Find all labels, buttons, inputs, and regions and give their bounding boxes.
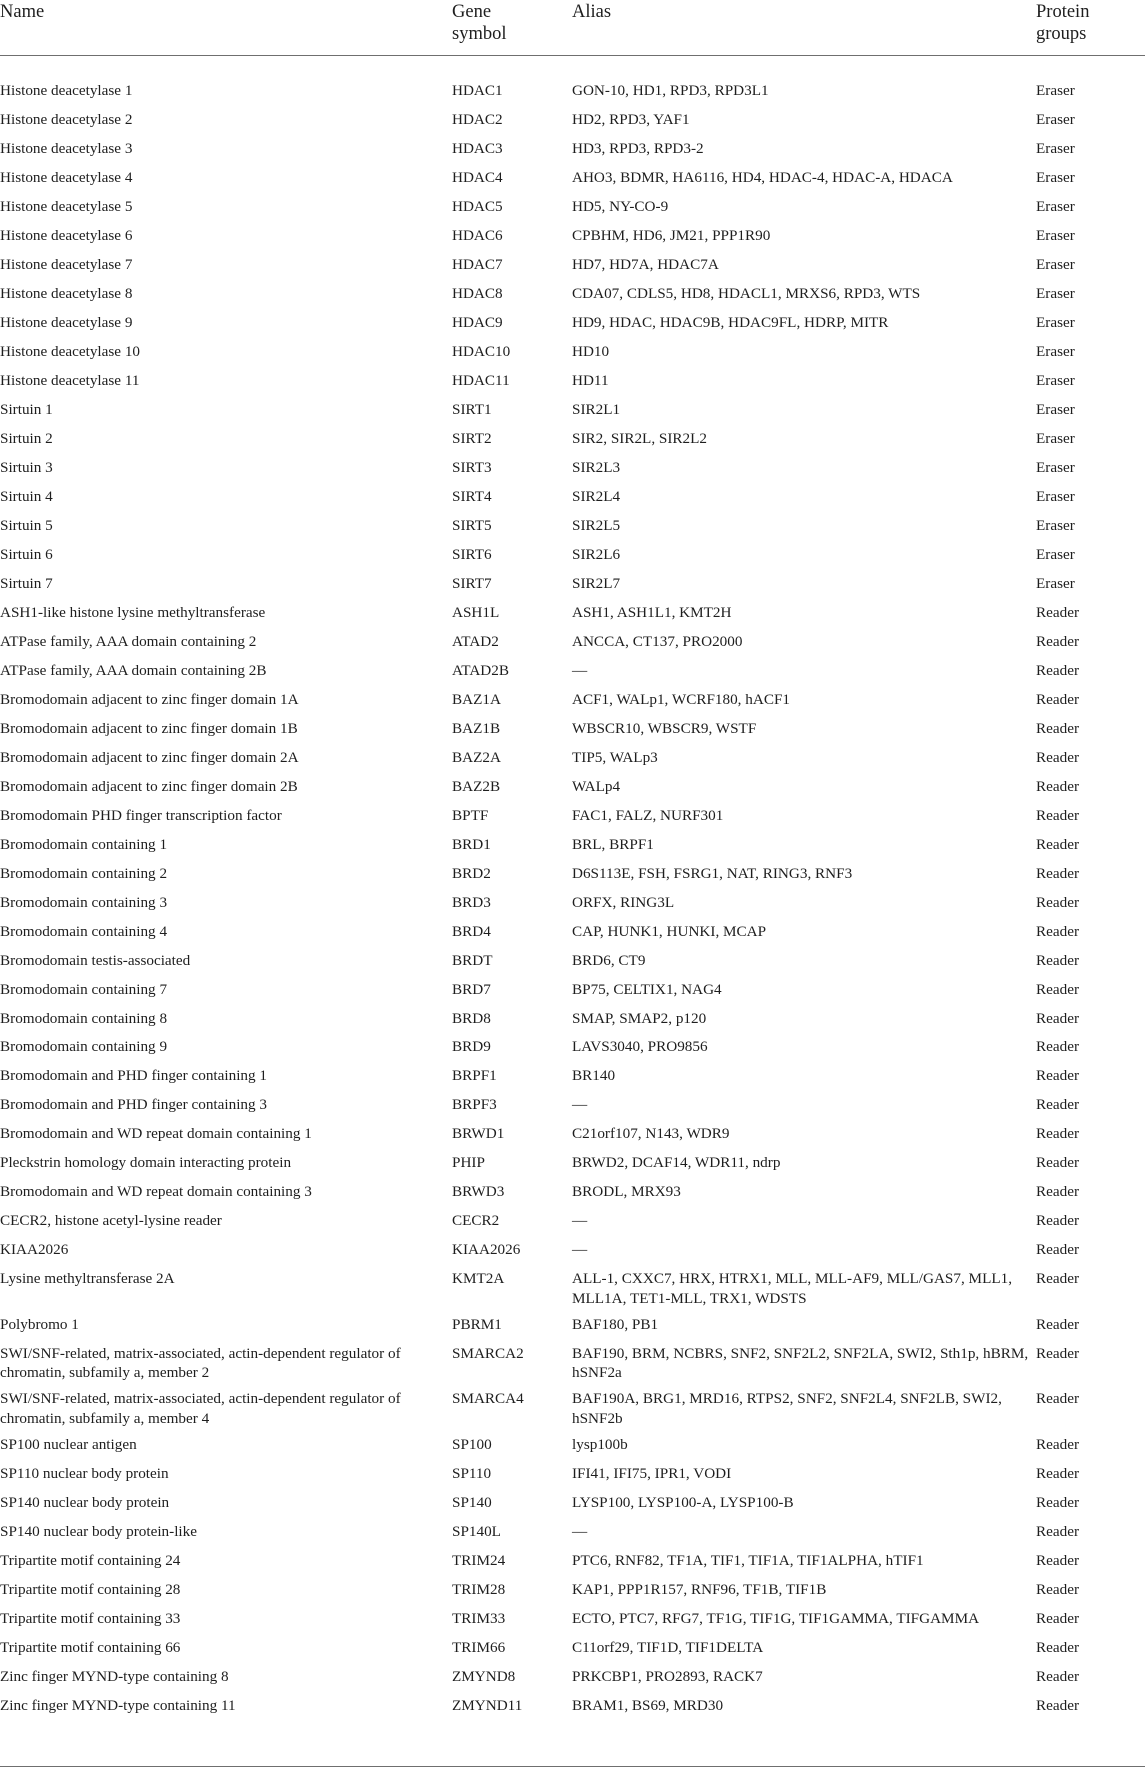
cell-name: SP100 nuclear antigen xyxy=(0,1435,137,1453)
cell-alias: SIR2, SIR2L, SIR2L2 xyxy=(572,429,708,447)
cell-name: Tripartite motif containing 66 xyxy=(0,1638,181,1656)
cell-protein-group: Eraser xyxy=(1036,429,1075,447)
cell-protein-group: Reader xyxy=(1036,951,1080,969)
cell-alias: C21orf107, N143, WDR9 xyxy=(572,1125,730,1143)
cell-name: Bromodomain containing 8 xyxy=(0,1009,168,1027)
cell-alias: ALL-1, CXXC7, HRX, HTRX1, MLL, MLL-AF9, MLL/GAS7, MLL1, MLL1A, TET1-MLL, TRX1, WDSTS xyxy=(572,1270,1013,1307)
header-gene-symbol-line2: symbol xyxy=(452,24,507,44)
cell-gene-symbol: KIAA2026 xyxy=(452,1241,521,1259)
cell-gene-symbol: SIRT6 xyxy=(452,545,492,563)
cell-protein-group: Reader xyxy=(1036,1609,1080,1627)
cell-protein-group: Reader xyxy=(1036,690,1080,708)
table-row xyxy=(0,1235,1145,1264)
cell-gene-symbol: ZMYND8 xyxy=(452,1667,516,1685)
cell-name: Histone deacetylase 1 xyxy=(0,82,133,99)
cell-gene-symbol: SIRT3 xyxy=(452,458,492,476)
cell-alias: — xyxy=(572,1522,588,1540)
cell-alias: SIR2L4 xyxy=(572,487,621,505)
cell-alias: lysp100b xyxy=(572,1435,628,1453)
cell-name: Lysine methyltransferase 2A xyxy=(0,1270,175,1288)
cell-alias: SIR2L6 xyxy=(572,545,621,563)
table-row xyxy=(0,974,1145,1003)
cell-gene-symbol: BAZ1A xyxy=(452,690,501,708)
cell-alias: ANCCA, CT137, PRO2000 xyxy=(572,632,743,650)
table-row xyxy=(0,1003,1145,1032)
cell-name: Bromodomain adjacent to zinc finger domain 1A xyxy=(0,690,299,708)
cell-protein-group: Reader xyxy=(1036,1154,1080,1172)
cell-protein-group: Reader xyxy=(1036,1390,1080,1408)
cell-name: Sirtuin 5 xyxy=(0,516,53,534)
cell-alias: HD5, NY-CO-9 xyxy=(572,197,669,215)
table-row xyxy=(0,1459,1145,1488)
table-row xyxy=(0,1061,1145,1090)
table-row xyxy=(0,1310,1145,1339)
table-row xyxy=(0,569,1145,598)
cell-alias: ECTO, PTC7, RFG7, TF1G, TIF1G, TIF1GAMMA, TIFGAMMA xyxy=(572,1609,980,1627)
cell-name: Bromodomain containing 3 xyxy=(0,893,168,911)
header-gene-symbol-line1: Gene xyxy=(452,2,492,22)
table-row xyxy=(0,308,1145,337)
cell-gene-symbol: TRIM28 xyxy=(452,1580,506,1598)
cell-name: ATPase family, AAA domain containing 2B xyxy=(0,661,267,679)
cell-protein-group: Reader xyxy=(1036,1315,1080,1333)
cell-name: Bromodomain containing 1 xyxy=(0,835,168,853)
cell-protein-group: Eraser xyxy=(1036,371,1075,389)
table-row xyxy=(0,163,1145,192)
cell-name: Sirtuin 1 xyxy=(0,400,53,418)
cell-alias: HD7, HD7A, HDAC7A xyxy=(572,255,719,273)
table-row xyxy=(0,366,1145,395)
cell-name: Sirtuin 3 xyxy=(0,458,53,476)
cell-protein-group: Eraser xyxy=(1036,255,1075,273)
cell-protein-group: Reader xyxy=(1036,1580,1080,1598)
cell-alias: SIR2L3 xyxy=(572,458,621,476)
cell-name: Bromodomain and WD repeat domain containing 1 xyxy=(0,1125,312,1143)
table-row xyxy=(0,424,1145,453)
cell-gene-symbol: BRD8 xyxy=(452,1009,491,1027)
cell-protein-group: Reader xyxy=(1036,1667,1080,1685)
table-row xyxy=(0,192,1145,221)
cell-gene-symbol: HDAC11 xyxy=(452,371,510,389)
cell-protein-group: Eraser xyxy=(1036,197,1075,215)
cell-gene-symbol: BRPF1 xyxy=(452,1067,497,1085)
header-name xyxy=(0,0,452,56)
table-row xyxy=(0,887,1145,916)
cell-alias: KAP1, PPP1R157, RNF96, TF1B, TIF1B xyxy=(572,1580,827,1598)
cell-protein-group: Reader xyxy=(1036,1067,1080,1085)
cell-alias: PRKCBP1, PRO2893, RACK7 xyxy=(572,1667,763,1685)
cell-alias: SIR2L5 xyxy=(572,516,621,534)
cell-alias: PTC6, RNF82, TF1A, TIF1, TIF1A, TIF1ALPHA, hTIF1 xyxy=(572,1551,924,1569)
cell-gene-symbol: BRDT xyxy=(452,951,493,969)
header-protein-groups-line1: Protein xyxy=(1036,2,1090,22)
cell-name: SP140 nuclear body protein xyxy=(0,1493,170,1511)
cell-name: CECR2, histone acetyl-lysine reader xyxy=(0,1212,222,1230)
cell-gene-symbol: BRD4 xyxy=(452,922,491,940)
cell-gene-symbol: SP100 xyxy=(452,1435,492,1453)
table-row xyxy=(0,1661,1145,1690)
cell-gene-symbol: ATAD2 xyxy=(452,632,499,650)
cell-protein-group: Reader xyxy=(1036,806,1080,824)
cell-alias: LAVS3040, PRO9856 xyxy=(572,1038,708,1056)
cell-protein-group: Reader xyxy=(1036,777,1080,795)
cell-gene-symbol: HDAC3 xyxy=(452,139,503,157)
cell-alias: IFI41, IFI75, IPR1, VODI xyxy=(572,1464,732,1482)
cell-gene-symbol: BAZ1B xyxy=(452,719,501,737)
cell-gene-symbol: HDAC4 xyxy=(452,168,503,186)
cell-alias: BAF190A, BRG1, MRD16, RTPS2, SNF2, SNF2L4, SNF2LB, SWI2, hSNF2b xyxy=(572,1390,1002,1427)
cell-protein-group: Reader xyxy=(1036,1435,1080,1453)
cell-gene-symbol: HDAC10 xyxy=(452,342,511,360)
cell-protein-group: Eraser xyxy=(1036,284,1075,302)
cell-alias: SIR2L7 xyxy=(572,574,621,592)
cell-name: Zinc finger MYND-type containing 8 xyxy=(0,1667,229,1685)
cell-gene-symbol: SMARCA4 xyxy=(452,1390,524,1408)
cell-alias: HD3, RPD3, RPD3-2 xyxy=(572,139,704,157)
cell-gene-symbol: TRIM24 xyxy=(452,1551,506,1569)
cell-protein-group: Eraser xyxy=(1036,487,1075,505)
cell-alias: GON-10, HD1, RPD3, RPD3L1 xyxy=(572,82,769,99)
cell-alias: SIR2L1 xyxy=(572,400,621,418)
cell-alias: LYSP100, LYSP100-A, LYSP100-B xyxy=(572,1493,794,1511)
table-row xyxy=(0,800,1145,829)
cell-protein-group: Reader xyxy=(1036,1551,1080,1569)
cell-protein-group: Eraser xyxy=(1036,313,1075,331)
cell-gene-symbol: PHIP xyxy=(452,1154,485,1172)
cell-name: SP110 nuclear body protein xyxy=(0,1464,169,1482)
cell-gene-symbol: HDAC5 xyxy=(452,197,503,215)
cell-gene-symbol: SIRT7 xyxy=(452,574,492,592)
table-row xyxy=(0,1517,1145,1546)
table-row xyxy=(0,1690,1145,1719)
cell-protein-group: Reader xyxy=(1036,719,1080,737)
cell-name: Bromodomain containing 7 xyxy=(0,980,168,998)
table-row xyxy=(0,1090,1145,1119)
cell-alias: C11orf29, TIF1D, TIF1DELTA xyxy=(572,1638,764,1656)
cell-gene-symbol: PBRM1 xyxy=(452,1315,502,1333)
cell-name: Tripartite motif containing 24 xyxy=(0,1551,181,1569)
table-row xyxy=(0,1148,1145,1177)
cell-protein-group: Reader xyxy=(1036,1038,1080,1056)
cell-name: Pleckstrin homology domain interacting protein xyxy=(0,1154,292,1172)
table-row xyxy=(0,105,1145,134)
bottom-rule xyxy=(0,1766,1145,1767)
cell-protein-group: Reader xyxy=(1036,1125,1080,1143)
table-row xyxy=(0,221,1145,250)
cell-protein-group: Eraser xyxy=(1036,110,1075,128)
cell-protein-group: Reader xyxy=(1036,980,1080,998)
cell-alias: WBSCR10, WBSCR9, WSTF xyxy=(572,719,757,737)
cell-name: KIAA2026 xyxy=(0,1241,69,1259)
cell-alias: BRAM1, BS69, MRD30 xyxy=(572,1696,724,1714)
cell-name: Zinc finger MYND-type containing 11 xyxy=(0,1696,236,1714)
cell-gene-symbol: SP140L xyxy=(452,1522,501,1540)
cell-name: SP140 nuclear body protein-like xyxy=(0,1522,197,1540)
cell-alias: — xyxy=(572,1241,588,1259)
cell-gene-symbol: BRPF3 xyxy=(452,1096,497,1114)
header-name-text: Name xyxy=(0,2,45,22)
cell-gene-symbol: CECR2 xyxy=(452,1212,500,1230)
cell-name: Bromodomain and PHD finger containing 1 xyxy=(0,1067,268,1085)
cell-alias: — xyxy=(572,661,588,679)
cell-gene-symbol: BRD9 xyxy=(452,1038,491,1056)
cell-gene-symbol: HDAC7 xyxy=(452,255,503,273)
cell-name: Histone deacetylase 9 xyxy=(0,313,133,331)
table-row xyxy=(0,395,1145,424)
table-row xyxy=(0,337,1145,366)
table-row xyxy=(0,279,1145,308)
cell-gene-symbol: BRD7 xyxy=(452,980,491,998)
cell-name: Bromodomain adjacent to zinc finger domain 1B xyxy=(0,719,298,737)
cell-gene-symbol: SP110 xyxy=(452,1464,492,1482)
table-row xyxy=(0,1546,1145,1575)
table-row xyxy=(0,858,1145,887)
cell-name: Histone deacetylase 8 xyxy=(0,284,133,302)
cell-alias: HD2, RPD3, YAF1 xyxy=(572,110,690,128)
cell-gene-symbol: BAZ2B xyxy=(452,777,501,795)
cell-alias: AHO3, BDMR, HA6116, HD4, HDAC-4, HDAC-A, HDACA xyxy=(572,168,953,186)
cell-name: Bromodomain containing 9 xyxy=(0,1038,168,1056)
cell-protein-group: Reader xyxy=(1036,922,1080,940)
cell-alias: BRODL, MRX93 xyxy=(572,1183,681,1201)
cell-alias: HD9, HDAC, HDAC9B, HDAC9FL, HDRP, MITR xyxy=(572,313,889,331)
table-row xyxy=(0,1264,1145,1309)
table-row xyxy=(0,829,1145,858)
cell-name: Tripartite motif containing 33 xyxy=(0,1609,181,1627)
cell-protein-group: Eraser xyxy=(1036,516,1075,534)
header-row xyxy=(0,0,1145,56)
cell-name: Polybromo 1 xyxy=(0,1315,79,1333)
cell-name: Histone deacetylase 6 xyxy=(0,226,133,244)
cell-gene-symbol: BRD1 xyxy=(452,835,491,853)
cell-gene-symbol: HDAC9 xyxy=(452,313,503,331)
cell-alias: BP75, CELTIX1, NAG4 xyxy=(572,980,722,998)
table-row xyxy=(0,1032,1145,1061)
cell-alias: BRD6, CT9 xyxy=(572,951,646,969)
cell-name: SWI/SNF-related, matrix-associated, actin-dependent regulator of chromatin, subfamily a, member 4 xyxy=(0,1390,401,1427)
cell-alias: — xyxy=(572,1096,588,1114)
cell-protein-group: Eraser xyxy=(1036,139,1075,157)
cell-protein-group: Eraser xyxy=(1036,545,1075,563)
table-row xyxy=(0,598,1145,627)
cell-alias: ACF1, WALp1, WCRF180, hACF1 xyxy=(572,690,791,708)
cell-alias: D6S113E, FSH, FSRG1, NAT, RING3, RNF3 xyxy=(572,864,853,882)
cell-protein-group: Reader xyxy=(1036,1241,1080,1259)
cell-alias: WALp4 xyxy=(572,777,621,795)
table-row xyxy=(0,540,1145,569)
table-row xyxy=(0,713,1145,742)
cell-name: Histone deacetylase 4 xyxy=(0,168,133,186)
cell-protein-group: Reader xyxy=(1036,1696,1080,1714)
cell-name: ATPase family, AAA domain containing 2 xyxy=(0,632,257,650)
cell-alias: — xyxy=(572,1212,588,1230)
table-row xyxy=(0,627,1145,656)
cell-name: Bromodomain and WD repeat domain containing 3 xyxy=(0,1183,312,1201)
cell-name: Histone deacetylase 7 xyxy=(0,255,133,273)
table-row xyxy=(0,1633,1145,1662)
cell-alias: HD11 xyxy=(572,371,609,389)
cell-alias: SMAP, SMAP2, p120 xyxy=(572,1009,707,1027)
cell-protein-group: Reader xyxy=(1036,893,1080,911)
cell-gene-symbol: SIRT4 xyxy=(452,487,492,505)
cell-protein-group: Eraser xyxy=(1036,168,1075,186)
cell-alias: BRL, BRPF1 xyxy=(572,835,654,853)
cell-protein-group: Reader xyxy=(1036,1009,1080,1027)
table-row xyxy=(0,1206,1145,1235)
cell-alias: TIP5, WALp3 xyxy=(572,748,658,766)
cell-alias: CPBHM, HD6, JM21, PPP1R90 xyxy=(572,226,771,244)
cell-gene-symbol: ASH1L xyxy=(452,603,500,621)
table-row xyxy=(0,511,1145,540)
cell-protein-group: Reader xyxy=(1036,1344,1080,1362)
cell-gene-symbol: TRIM66 xyxy=(452,1638,506,1656)
table-row xyxy=(0,1604,1145,1633)
cell-name: Bromodomain adjacent to zinc finger domain 2A xyxy=(0,748,299,766)
cell-alias: CAP, HUNK1, HUNKI, MCAP xyxy=(572,922,767,940)
cell-gene-symbol: SMARCA2 xyxy=(452,1344,524,1362)
cell-protein-group: Reader xyxy=(1036,864,1080,882)
cell-gene-symbol: TRIM33 xyxy=(452,1609,506,1627)
table-row xyxy=(0,1384,1145,1429)
header-protein-groups xyxy=(1036,0,1145,56)
header-alias-text: Alias xyxy=(572,2,612,22)
cell-protein-group: Reader xyxy=(1036,1493,1080,1511)
cell-gene-symbol: HDAC6 xyxy=(452,226,503,244)
cell-protein-group: Reader xyxy=(1036,603,1080,621)
cell-protein-group: Reader xyxy=(1036,1464,1080,1482)
cell-protein-group: Reader xyxy=(1036,1096,1080,1114)
cell-protein-group: Reader xyxy=(1036,835,1080,853)
cell-name: Bromodomain and PHD finger containing 3 xyxy=(0,1096,268,1114)
cell-protein-group: Reader xyxy=(1036,1638,1080,1656)
cell-gene-symbol: BRD2 xyxy=(452,864,491,882)
table-row xyxy=(0,684,1145,713)
cell-name: ASH1-like histone lysine methyltransferase xyxy=(0,603,266,621)
cell-name: Histone deacetylase 10 xyxy=(0,342,141,360)
cell-protein-group: Reader xyxy=(1036,661,1080,679)
table-row xyxy=(0,56,1145,105)
cell-gene-symbol: SIRT1 xyxy=(452,400,492,418)
table-row xyxy=(0,742,1145,771)
cell-name: Bromodomain adjacent to zinc finger domain 2B xyxy=(0,777,298,795)
table-row xyxy=(0,945,1145,974)
cell-protein-group: Eraser xyxy=(1036,400,1075,418)
cell-name: Histone deacetylase 11 xyxy=(0,371,140,389)
cell-alias: HD10 xyxy=(572,342,610,360)
table-row xyxy=(0,771,1145,800)
table-row xyxy=(0,1575,1145,1604)
header-protein-groups-line2: groups xyxy=(1036,24,1087,44)
table-row xyxy=(0,134,1145,163)
cell-alias: BRWD2, DCAF14, WDR11, ndrp xyxy=(572,1154,781,1172)
cell-gene-symbol: HDAC2 xyxy=(452,110,503,128)
cell-protein-group: Reader xyxy=(1036,1522,1080,1540)
header-alias xyxy=(572,0,1036,56)
cell-gene-symbol: ZMYND11 xyxy=(452,1696,523,1714)
cell-protein-group: Reader xyxy=(1036,1212,1080,1230)
cell-name: Sirtuin 4 xyxy=(0,487,53,505)
table-row xyxy=(0,1119,1145,1148)
table-row xyxy=(0,482,1145,511)
table-row xyxy=(0,1430,1145,1459)
cell-name: Sirtuin 6 xyxy=(0,545,53,563)
cell-protein-group: Eraser xyxy=(1036,458,1075,476)
table-body xyxy=(0,56,1145,1720)
cell-alias: BAF190, BRM, NCBRS, SNF2, SNF2L2, SNF2LA, SWI2, Sth1p, hBRM, hSNF2a xyxy=(572,1344,1029,1382)
cell-gene-symbol: KMT2A xyxy=(452,1270,505,1288)
cell-gene-symbol: HDAC8 xyxy=(452,284,503,302)
cell-name: Histone deacetylase 3 xyxy=(0,139,133,157)
cell-protein-group: Reader xyxy=(1036,748,1080,766)
cell-gene-symbol: BPTF xyxy=(452,806,489,824)
cell-protein-group: Eraser xyxy=(1036,574,1075,592)
cell-name: Sirtuin 7 xyxy=(0,574,53,592)
cell-protein-group: Reader xyxy=(1036,1183,1080,1201)
cell-gene-symbol: ATAD2B xyxy=(452,661,510,679)
cell-name: SWI/SNF-related, matrix-associated, actin-dependent regulator of chromatin, subfamily a, member 2 xyxy=(0,1344,401,1382)
cell-protein-group: Eraser xyxy=(1036,342,1075,360)
table-row xyxy=(0,1177,1145,1206)
cell-gene-symbol: BAZ2A xyxy=(452,748,501,766)
table-row xyxy=(0,1488,1145,1517)
cell-name: Histone deacetylase 2 xyxy=(0,110,133,128)
cell-gene-symbol: SP140 xyxy=(452,1493,492,1511)
cell-alias: FAC1, FALZ, NURF301 xyxy=(572,806,724,824)
cell-gene-symbol: SIRT2 xyxy=(452,429,492,447)
table-row xyxy=(0,656,1145,685)
cell-gene-symbol: HDAC1 xyxy=(452,82,503,99)
cell-alias: CDA07, CDLS5, HD8, HDACL1, MRXS6, RPD3, WTS xyxy=(572,284,921,302)
table-header xyxy=(0,0,1145,56)
cell-alias: ASH1, ASH1L1, KMT2H xyxy=(572,603,732,621)
cell-alias: BAF180, PB1 xyxy=(572,1315,659,1333)
cell-protein-group: Reader xyxy=(1036,632,1080,650)
cell-gene-symbol: SIRT5 xyxy=(452,516,492,534)
cell-name: Tripartite motif containing 28 xyxy=(0,1580,181,1598)
header-gene-symbol xyxy=(452,0,572,56)
cell-protein-group: Reader xyxy=(1036,1270,1080,1288)
cell-name: Bromodomain testis-associated xyxy=(0,951,191,969)
table-row xyxy=(0,1339,1145,1384)
cell-name: Bromodomain containing 4 xyxy=(0,922,168,940)
cell-name: Bromodomain containing 2 xyxy=(0,864,168,882)
cell-protein-group: Eraser xyxy=(1036,226,1075,244)
cell-gene-symbol: BRD3 xyxy=(452,893,491,911)
table-row xyxy=(0,250,1145,279)
cell-name: Bromodomain PHD finger transcription factor xyxy=(0,806,282,824)
cell-name: Histone deacetylase 5 xyxy=(0,197,133,215)
cell-alias: ORFX, RING3L xyxy=(572,893,675,911)
cell-gene-symbol: BRWD1 xyxy=(452,1125,505,1143)
table-row xyxy=(0,916,1145,945)
cell-alias: BR140 xyxy=(572,1067,616,1085)
cell-name: Sirtuin 2 xyxy=(0,429,53,447)
table-row xyxy=(0,453,1145,482)
cell-protein-group: Eraser xyxy=(1036,82,1075,99)
cell-gene-symbol: BRWD3 xyxy=(452,1183,505,1201)
